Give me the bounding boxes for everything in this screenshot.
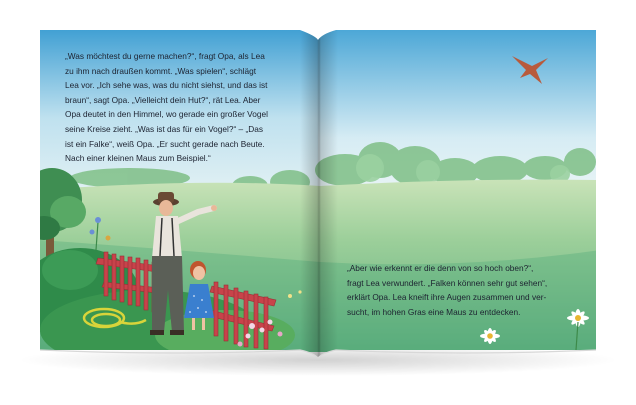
text-line: „Was möchtest du gerne machen?“, fragt Opa, als Lea [65,51,265,61]
text-line: sucht, im hohen Gras eine Maus zu entdecken. [347,306,521,317]
text-line: braun“, sagt Opa. „Vielleicht dein Hut?“, rät Lea. Aber [65,94,261,105]
text-line: „Aber wie erkennt er die denn von so hoch oben?“, [347,263,534,273]
left-page-text [65,49,268,166]
text-line: ist ein Falke“, weiß Opa. „Er sucht gerade nach Beute. [65,138,265,149]
text-line: Opa deutet in den Himmel, wo gerade ein großer Vogel [65,109,268,120]
text-line: zu ihm nach draußen kommt. „Was spielen“, schlägt [65,65,257,76]
book-spine-shadow [300,28,338,358]
text-line: fragt Lea verwundert. „Falken können sehr gut sehen“, [347,277,548,288]
text-line: Lea vor. „Ich sehe was, was du nicht siehst, und das ist [65,80,268,91]
text-line: erklärt Opa. Lea kneift ihre Augen zusammen und ver- [347,292,547,303]
right-page-text [347,261,547,319]
text-line: Nach einer kleinen Maus zum Beispiel.“ [65,153,211,164]
text-line: seine Kreise zieht. „Was ist das für ein Vogel?“ – „Das [65,123,263,134]
